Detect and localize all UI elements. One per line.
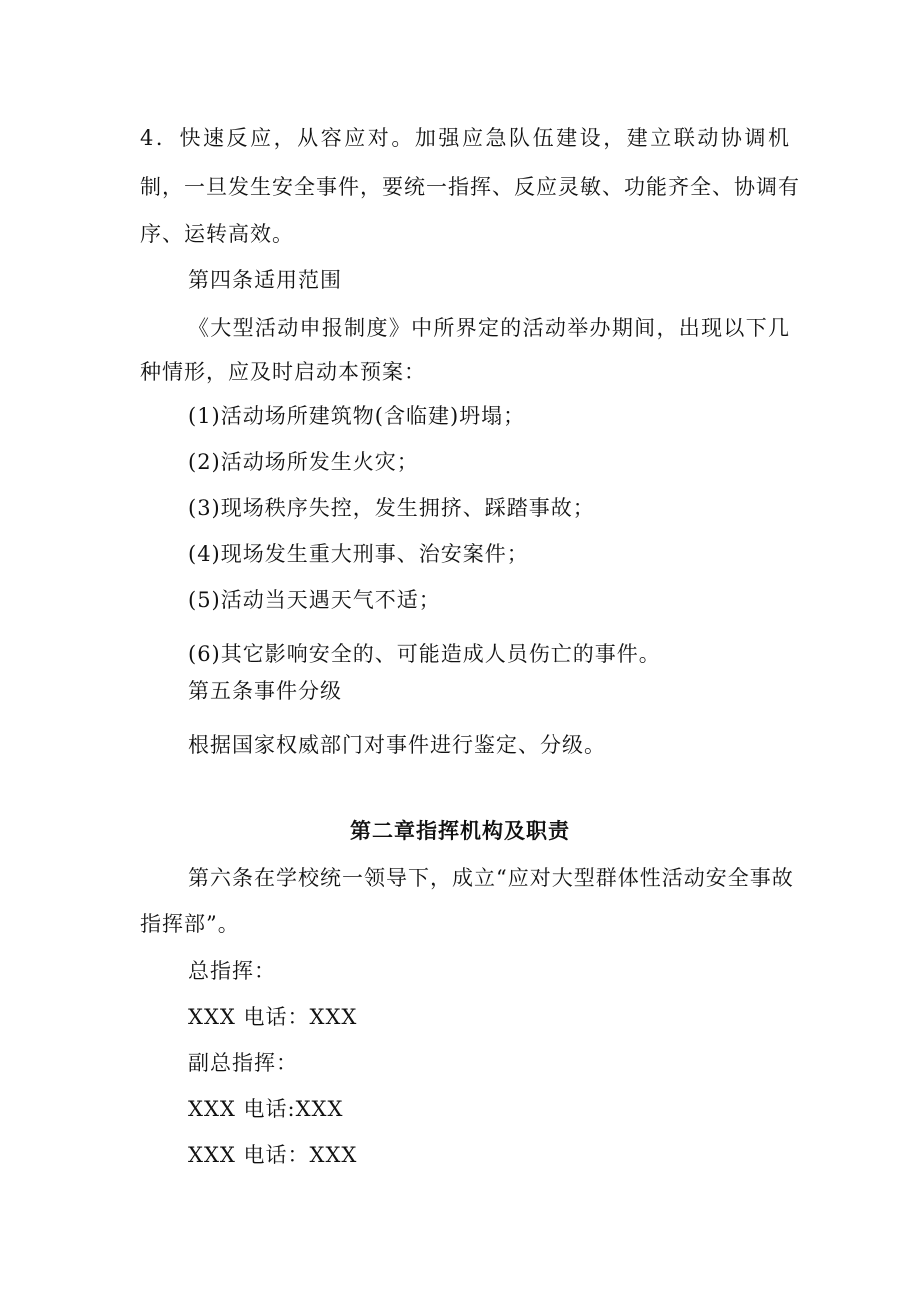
paragraph-line: 种情形，应及时启动本预案：	[140, 360, 426, 384]
paragraph-line: 第六条在学校统一领导下，成立“应对大型群体性活动安全事故	[188, 866, 794, 890]
deputy-entry: XXX 电话：XXX	[188, 1143, 358, 1167]
paragraph-line: 序、运转高效。	[140, 222, 294, 246]
paragraph-line: 《大型活动申报制度》中所界定的活动举办期间，出现以下几	[188, 316, 790, 340]
list-item: (4)现场发生重大刑事、治安案件；	[188, 542, 529, 566]
list-item: (1)活动场所建筑物(含临建)坍塌；	[188, 404, 526, 428]
list-item: (6)其它影响安全的、可能造成人员伤亡的事件。	[188, 642, 661, 666]
paragraph-line: 4．快速反应，从容应对。加强应急队伍建设，建立联动协调机	[140, 126, 790, 150]
commander-label: 总指挥：	[188, 959, 276, 983]
paragraph-line: 制，一旦发生安全事件，要统一指挥、反应灵敏、功能齐全、协调有	[140, 175, 800, 199]
deputy-label: 副总指挥：	[188, 1051, 298, 1075]
list-item: (5)活动当天遇天气不适；	[188, 588, 441, 612]
list-item: (3)现场秩序失控，发生拥挤、踩踏事故；	[188, 496, 595, 520]
article-5-heading: 第五条事件分级	[188, 679, 342, 703]
paragraph-line: 根据国家权威部门对事件进行鉴定、分级。	[188, 733, 606, 757]
article-4-heading: 第四条适用范围	[188, 268, 342, 292]
chapter-title: 第二章指挥机构及职责	[350, 818, 570, 843]
list-item: (2)活动场所发生火灾；	[188, 450, 419, 474]
commander-entry: XXX 电话：XXX	[188, 1005, 358, 1029]
deputy-entry: XXX 电话:XXX	[188, 1097, 344, 1121]
paragraph-line: 指挥部”。	[140, 912, 240, 936]
